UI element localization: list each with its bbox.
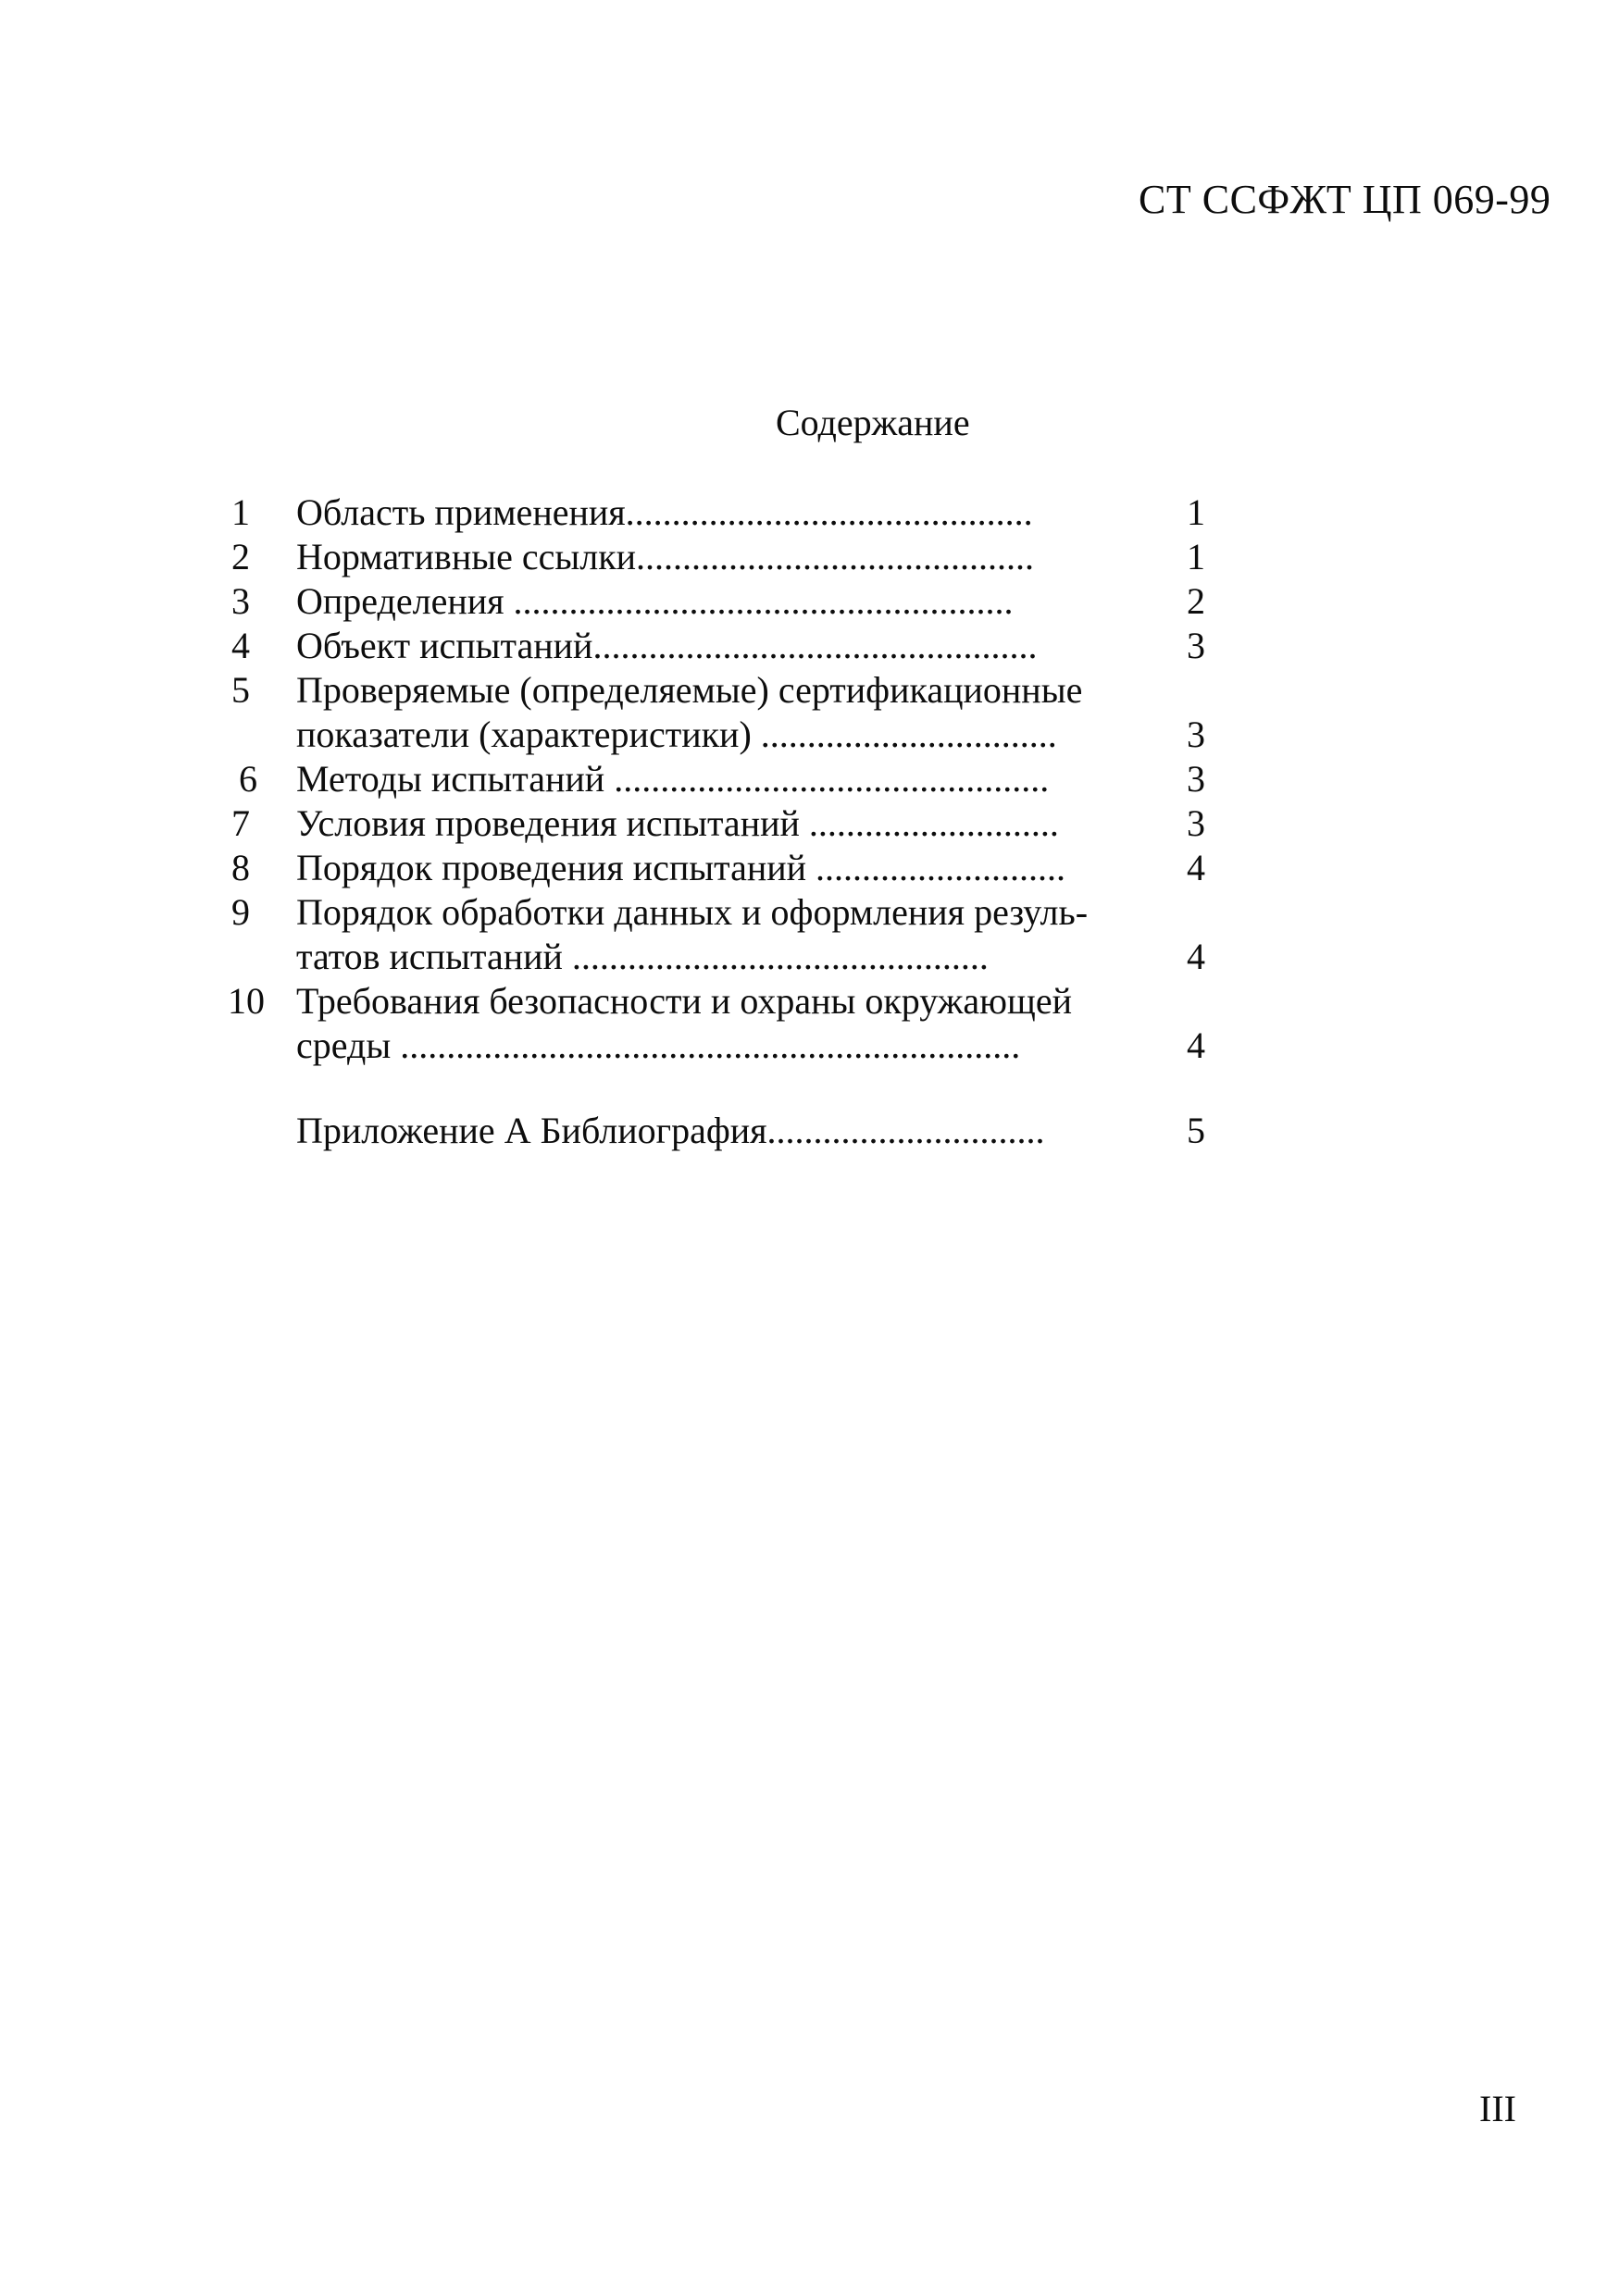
toc-entry-9-page: 4 (1187, 936, 1205, 977)
toc-entry-1-text: Область применения............................................ (296, 491, 1033, 533)
toc-entry-8-text: Порядок проведения испытаний ........................... (296, 847, 1066, 888)
document-code: СТ ССФЖТ ЦП 069-99 (1139, 177, 1551, 222)
toc-entry-5-text-line-2: показатели (характеристики) ................................ (296, 714, 1057, 755)
toc-entry-9-number: 9 (231, 891, 250, 933)
toc-entry-10-text-line-1: Требования безопасности и охраны окружающей (296, 980, 1072, 1022)
toc-entry-7-page: 3 (1187, 802, 1205, 844)
toc-title: Содержание (776, 402, 970, 443)
toc-entry-8-page: 4 (1187, 847, 1205, 888)
toc-entry-5-text-line-1: Проверяемые (определяемые) сертификационные (296, 669, 1083, 711)
toc-entry-6-text: Методы испытаний ............................................... (296, 758, 1050, 800)
toc-entry-3-page: 2 (1187, 580, 1205, 622)
toc-entry-6-page: 3 (1187, 758, 1205, 800)
toc-appendix-a-page: 5 (1187, 1110, 1205, 1151)
toc-entry-2-text: Нормативные ссылки........................................... (296, 536, 1035, 577)
toc-entry-7-text: Условия проведения испытаний ........................... (296, 802, 1059, 844)
toc-entry-3-text: Определения ...................................................... (296, 580, 1014, 622)
toc-entry-10-page: 4 (1187, 1024, 1205, 1066)
toc-entry-2-page: 1 (1187, 536, 1205, 577)
toc-entry-1-number: 1 (231, 491, 250, 533)
toc-entry-4-page: 3 (1187, 625, 1205, 666)
toc-entry-9-text-line-2: татов испытаний ............................................. (296, 936, 989, 977)
toc-entry-2-number: 2 (231, 536, 250, 577)
toc-entry-9-text-line-1: Порядок обработки данных и оформления резуль- (296, 891, 1089, 933)
toc-entry-4-number: 4 (231, 625, 250, 666)
toc-entry-4-text: Объект испытаний................................................ (296, 625, 1038, 666)
toc-entry-5-page: 3 (1187, 714, 1205, 755)
toc-entry-5-number: 5 (231, 669, 250, 711)
toc-entry-3-number: 3 (231, 580, 250, 622)
toc-entry-6-number: 6 (239, 758, 257, 800)
toc-entry-10-text-line-2: среды ................................................................... (296, 1024, 1021, 1066)
toc-appendix-a-text: Приложение А Библиография.............................. (296, 1110, 1045, 1151)
toc-entry-8-number: 8 (231, 847, 250, 888)
toc-entry-10-number: 10 (228, 980, 265, 1022)
page-number: III (1479, 2088, 1516, 2129)
toc-entry-1-page: 1 (1187, 491, 1205, 533)
toc-entry-7-number: 7 (231, 802, 250, 844)
